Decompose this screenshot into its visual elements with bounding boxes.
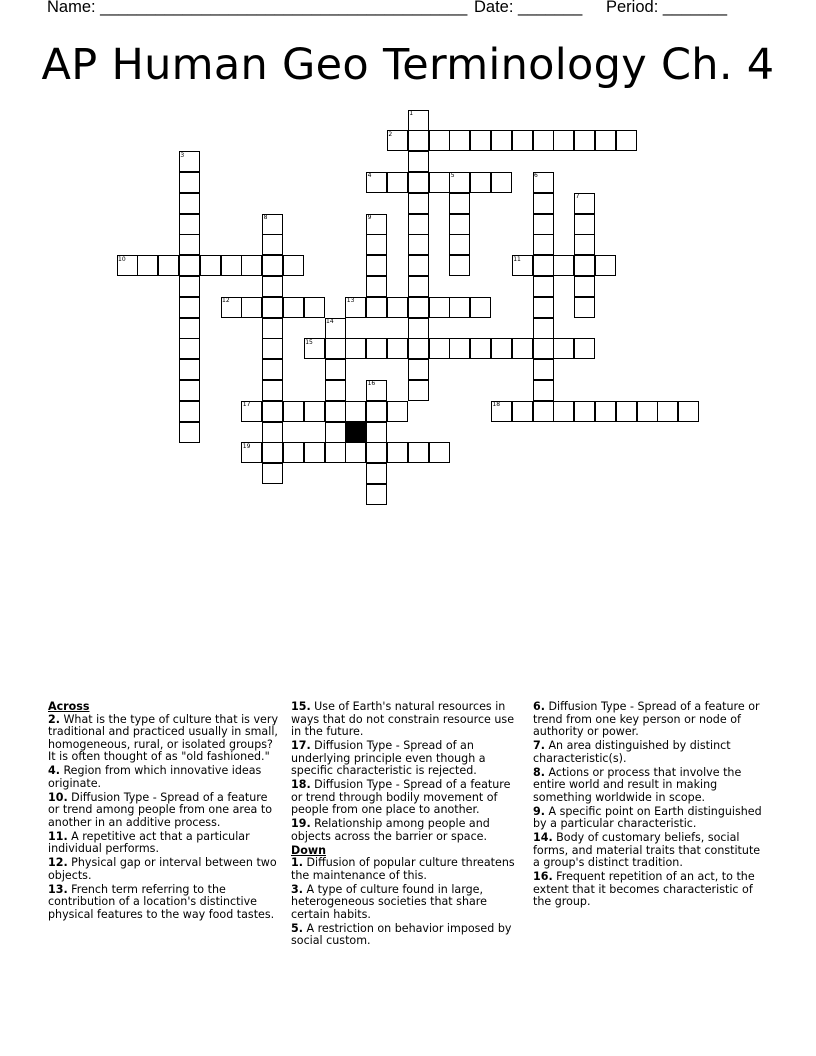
crossword-cell[interactable] <box>304 442 325 463</box>
clue-number-label: 10 <box>118 255 126 263</box>
crossword-cell[interactable] <box>616 401 637 422</box>
clue-text: Diffusion Type - Spread of a feature or trend through bodily movement of people from one place to another. <box>291 778 511 816</box>
clue-item <box>533 701 765 739</box>
clue-number-label: 19 <box>242 442 251 450</box>
clue-text: A specific point on Earth distinguished by a particular characteristic. <box>533 804 762 830</box>
clue-text: Diffusion Type - Spread of a feature or trend among people from one area to another in an additive process. <box>48 790 273 829</box>
clue-number-label: 9 <box>367 214 372 221</box>
crossword-cell[interactable] <box>449 297 470 318</box>
clue-item <box>291 779 523 817</box>
crossword-cell[interactable] <box>366 234 387 255</box>
crossword-cell[interactable] <box>470 172 491 193</box>
crossword-cell[interactable] <box>553 338 574 359</box>
clue-item <box>291 818 523 843</box>
clue-number-label: 14 <box>326 318 334 325</box>
crossword-cell[interactable] <box>387 338 408 359</box>
clue-item <box>533 871 765 909</box>
clue-text: Use of Earth's natural resources in ways that do not constrain resource use in the future. <box>291 700 515 738</box>
crossword-cell[interactable] <box>366 484 387 505</box>
crossword-cell[interactable] <box>678 401 699 422</box>
crossword-cell[interactable] <box>533 401 554 422</box>
crossword-cell[interactable] <box>408 214 429 235</box>
crossword-cell[interactable] <box>449 338 470 359</box>
crossword-cell[interactable] <box>200 255 221 276</box>
crossword-cell[interactable] <box>179 422 200 443</box>
clues-column-3 <box>533 701 765 910</box>
crossword-cell[interactable] <box>512 130 533 151</box>
crossword-cell[interactable] <box>574 338 595 359</box>
crossword-cell[interactable] <box>283 401 304 422</box>
crossword-cell[interactable] <box>574 214 595 235</box>
clue-number: 8. <box>533 765 545 779</box>
clue-number: 3. <box>291 882 303 896</box>
clue-number-label: 17 <box>242 401 251 409</box>
crossword-cell[interactable] <box>470 338 491 359</box>
crossword-cell[interactable] <box>408 380 429 401</box>
crossword-cell[interactable] <box>449 130 470 151</box>
clue-number-label: 1 <box>409 110 414 117</box>
clue-text: What is the type of culture that is very traditional and practiced usually in small, homogeneous, rural, or isolated groups? It is often thought of as "old fashioned." <box>48 712 279 763</box>
crossword-cell[interactable] <box>325 338 346 359</box>
clue-section-heading: Across <box>48 700 90 713</box>
crossword-cell[interactable] <box>179 193 200 214</box>
crossword-cell[interactable] <box>595 401 616 422</box>
clue-item <box>48 714 280 764</box>
crossword-cell[interactable] <box>366 338 387 359</box>
clue-number-label: 13 <box>346 297 355 305</box>
crossword-cell[interactable] <box>387 442 408 463</box>
crossword-cell[interactable] <box>533 255 554 276</box>
clue-number-label: 4 <box>367 172 372 180</box>
crossword-cell[interactable] <box>408 318 429 339</box>
crossword-cell[interactable] <box>533 338 554 359</box>
crossword-cell[interactable] <box>387 401 408 422</box>
clue-number: 18. <box>291 778 311 791</box>
crossword-cell[interactable] <box>408 193 429 214</box>
crossword-cell[interactable] <box>429 297 450 318</box>
clue-number-label: 3 <box>180 151 185 159</box>
crossword-cell[interactable] <box>533 318 554 339</box>
clue-text: A restriction on behavior imposed by social custom. <box>291 921 512 947</box>
crossword-cell[interactable] <box>304 401 325 422</box>
clue-number: 6. <box>533 700 545 713</box>
crossword-cell[interactable] <box>574 401 595 422</box>
crossword-cell[interactable] <box>366 255 387 276</box>
crossword-cell[interactable] <box>366 463 387 484</box>
crossword-cell[interactable] <box>533 130 554 151</box>
clue-number: 19. <box>291 817 311 830</box>
crossword-cell[interactable] <box>262 359 283 380</box>
crossword-cell[interactable] <box>574 297 595 318</box>
crossword-cell[interactable] <box>533 359 554 380</box>
clue-number-label: 5 <box>450 172 455 180</box>
crossword-cell[interactable] <box>574 276 595 297</box>
clue-number: 10. <box>48 790 68 804</box>
crossword-cell[interactable] <box>595 130 616 151</box>
clue-number: 17. <box>291 739 311 752</box>
crossword-cell[interactable] <box>574 234 595 255</box>
crossword-cell[interactable] <box>366 297 387 318</box>
crossword-cell[interactable] <box>408 297 429 318</box>
clue-number: 16. <box>533 870 553 883</box>
crossword-cell[interactable] <box>179 214 200 235</box>
clue-text: A repetitive act that a particular individual performs. <box>48 829 250 855</box>
clue-number: 1. <box>291 856 303 869</box>
crossword-cell[interactable] <box>262 318 283 339</box>
clue-number: 2. <box>48 712 60 726</box>
crossword-cell[interactable] <box>283 442 304 463</box>
crossword-block <box>345 422 366 443</box>
crossword-cell[interactable] <box>533 276 554 297</box>
clue-number: 15. <box>291 700 311 713</box>
crossword-cell[interactable] <box>408 151 429 172</box>
crossword-cell[interactable] <box>325 401 346 422</box>
crossword-cell[interactable] <box>491 338 512 359</box>
clue-item <box>533 767 765 805</box>
clue-section-heading: Down <box>291 843 326 857</box>
clue-item <box>48 765 280 790</box>
clue-number: 9. <box>533 804 545 818</box>
crossword-cell[interactable] <box>304 297 325 318</box>
clue-text: Relationship among people and objects across the barrier or space. <box>291 817 490 843</box>
page-title: AP Human Geo Terminology Ch. 4 <box>41 40 775 90</box>
crossword-cell[interactable] <box>241 297 262 318</box>
clue-number-label: 16 <box>367 380 376 388</box>
clue-item <box>291 701 523 739</box>
clue-text: An area distinguished by distinct characteristic(s). <box>533 739 731 765</box>
crossword-cell[interactable] <box>553 130 574 151</box>
crossword-cell[interactable] <box>179 401 200 422</box>
crossword-cell[interactable] <box>408 276 429 297</box>
crossword-cell[interactable] <box>325 442 346 463</box>
crossword-cell[interactable] <box>449 214 470 235</box>
crossword-cell[interactable] <box>345 401 366 422</box>
clue-text: Physical gap or interval between two objects. <box>48 856 277 882</box>
clue-text: Actions or process that involve the entire world and result in making something worldwide in scope. <box>533 765 742 804</box>
crossword-cell[interactable] <box>325 380 346 401</box>
crossword-cell[interactable] <box>449 193 470 214</box>
crossword-cell[interactable] <box>179 255 200 276</box>
clue-number-label: 18 <box>492 401 501 409</box>
crossword-cell[interactable] <box>262 380 283 401</box>
clue-number: 12. <box>48 856 68 869</box>
name-field[interactable]: Name: ________________________________________ <box>47 0 468 16</box>
clue-text: Diffusion Type - Spread of a feature or trend from one key person or node of authority or power. <box>533 700 760 738</box>
crossword-cell[interactable] <box>262 338 283 359</box>
crossword-cell[interactable] <box>158 255 179 276</box>
clue-text: Diffusion Type - Spread of an underlying principle even though a specific characteristic is rejected. <box>291 739 486 777</box>
crossword-cell[interactable] <box>574 130 595 151</box>
crossword-cell[interactable] <box>533 193 554 214</box>
crossword-cell[interactable] <box>366 276 387 297</box>
clue-number: 11. <box>48 829 68 843</box>
crossword-cell[interactable] <box>429 442 450 463</box>
clue-number: 5. <box>291 921 303 935</box>
crossword-cell[interactable] <box>470 297 491 318</box>
crossword-cell[interactable] <box>262 442 283 463</box>
crossword-cell[interactable] <box>179 380 200 401</box>
crossword-cell[interactable] <box>491 130 512 151</box>
clue-number-label: 8 <box>263 214 268 221</box>
crossword-cell[interactable] <box>179 359 200 380</box>
crossword-cell[interactable] <box>221 255 242 276</box>
clue-number: 14. <box>533 831 553 844</box>
crossword-cell[interactable] <box>345 442 366 463</box>
crossword-cell[interactable] <box>491 172 512 193</box>
crossword-cell[interactable] <box>408 338 429 359</box>
crossword-cell[interactable] <box>325 422 346 443</box>
crossword-cell[interactable] <box>179 172 200 193</box>
crossword-cell[interactable] <box>657 401 678 422</box>
crossword-cell[interactable] <box>574 255 595 276</box>
clue-item <box>48 884 280 922</box>
crossword-cell[interactable] <box>408 234 429 255</box>
period-field[interactable]: Period: _______ <box>606 0 728 16</box>
crossword-cell[interactable] <box>533 214 554 235</box>
clue-number-label: 7 <box>575 193 580 201</box>
crossword-cell[interactable] <box>553 255 574 276</box>
crossword-cell[interactable] <box>387 297 408 318</box>
crossword-cell[interactable] <box>408 442 429 463</box>
clue-number: 7. <box>533 739 545 752</box>
clue-item <box>48 831 280 856</box>
clue-text: A type of culture found in large, heterogeneous societies that share certain habits. <box>291 882 487 921</box>
crossword-cell[interactable] <box>533 380 554 401</box>
clue-number-label: 12 <box>222 297 230 305</box>
clue-text: Frequent repetition of an act, to the extent that it becomes characteristic of the group. <box>533 870 755 908</box>
clue-item <box>291 884 523 922</box>
clue-text: Region from which innovative ideas originate. <box>48 764 262 790</box>
crossword-cell[interactable] <box>241 255 262 276</box>
clue-text: Body of customary beliefs, social forms, and material traits that constitute a group's distinct tradition. <box>533 831 761 869</box>
crossword-cell[interactable] <box>512 338 533 359</box>
crossword-cell[interactable] <box>387 172 408 193</box>
crossword-cell[interactable] <box>179 338 200 359</box>
crossword-cell[interactable] <box>345 338 366 359</box>
crossword-cell[interactable] <box>366 442 387 463</box>
crossword-cell[interactable] <box>262 255 283 276</box>
crossword-cell[interactable] <box>262 297 283 318</box>
clue-number: 13. <box>48 882 68 896</box>
crossword-cell[interactable] <box>533 234 554 255</box>
crossword-cell[interactable] <box>408 359 429 380</box>
clues-column-1 <box>48 701 280 923</box>
clue-item <box>48 792 280 830</box>
crossword-cell[interactable] <box>449 255 470 276</box>
crossword-cell[interactable] <box>283 297 304 318</box>
clue-item <box>291 857 523 882</box>
crossword-cell[interactable] <box>262 422 283 443</box>
crossword-cell[interactable] <box>262 463 283 484</box>
crossword-cell[interactable] <box>179 297 200 318</box>
date-field[interactable]: Date: _______ <box>474 0 583 16</box>
clue-item <box>48 857 280 882</box>
clue-text: Diffusion of popular culture threatens the maintenance of this. <box>291 856 515 882</box>
crossword-cell[interactable] <box>262 401 283 422</box>
crossword-cell[interactable] <box>470 130 491 151</box>
crossword-cell[interactable] <box>512 401 533 422</box>
crossword-cell[interactable] <box>637 401 658 422</box>
crossword-cell[interactable] <box>429 172 450 193</box>
clue-item <box>291 740 523 778</box>
crossword-cell[interactable] <box>325 359 346 380</box>
clue-item <box>533 806 765 831</box>
clue-item <box>533 740 765 765</box>
crossword-cell[interactable] <box>449 234 470 255</box>
crossword-cell[interactable] <box>533 297 554 318</box>
clues-column-2 <box>291 701 523 949</box>
crossword-cell[interactable] <box>595 255 616 276</box>
crossword-cell[interactable] <box>179 276 200 297</box>
crossword-cell[interactable] <box>283 255 304 276</box>
crossword-cell[interactable] <box>262 234 283 255</box>
clue-text: French term referring to the contribution of a location's distinctive physical features to the way food tastes. <box>48 882 275 921</box>
clue-number-label: 15 <box>305 338 313 346</box>
crossword-cell[interactable] <box>262 276 283 297</box>
crossword-cell[interactable] <box>179 318 200 339</box>
crossword-cell[interactable] <box>137 255 158 276</box>
crossword-cell[interactable] <box>179 234 200 255</box>
clue-number: 4. <box>48 764 60 777</box>
crossword-cell[interactable] <box>408 172 429 193</box>
crossword-cell[interactable] <box>429 338 450 359</box>
clue-number-label: 6 <box>534 172 538 180</box>
clue-item <box>291 923 523 948</box>
crossword-cell[interactable] <box>553 401 574 422</box>
crossword-cell[interactable] <box>616 130 637 151</box>
crossword-cell[interactable] <box>429 130 450 151</box>
clue-number-label: 2 <box>388 130 393 138</box>
crossword-cell[interactable] <box>408 130 429 151</box>
clue-number-label: 11 <box>513 255 521 263</box>
crossword-cell[interactable] <box>366 401 387 422</box>
crossword-cell[interactable] <box>366 422 387 443</box>
crossword-cell[interactable] <box>408 255 429 276</box>
clue-item <box>533 832 765 870</box>
